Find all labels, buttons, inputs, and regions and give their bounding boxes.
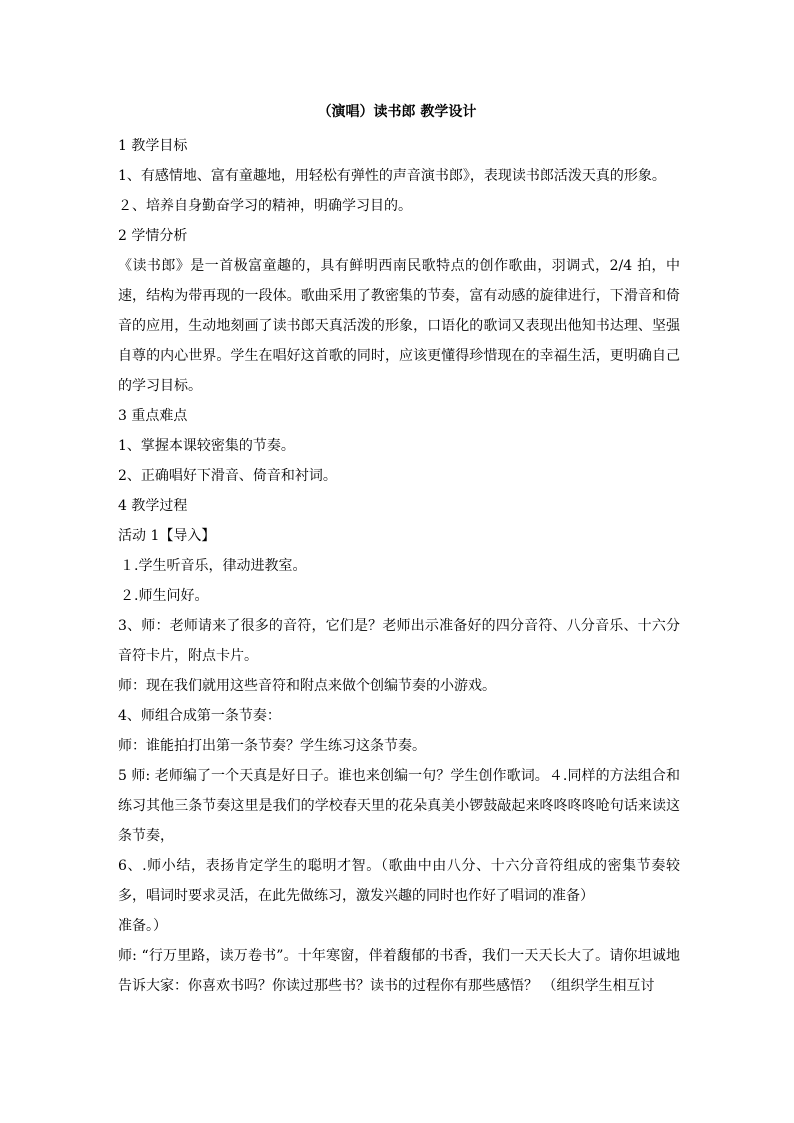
paragraph: 师: “行万里路，读万卷书”。十年寒窗，伴着馥郁的书香，我们一天天长大了。请你坦诚地告诉大家：你喜欢书吗？你读过那些书？读书的过程你有那些感悟？ （组织学生相互讨 — [118, 948, 680, 994]
section-heading-analysis: 2 学情分析 — [118, 228, 188, 244]
paragraph: １.学生听音乐，律动进教室。 — [120, 558, 307, 574]
paragraph: 3、师：老师请来了很多的音符，它们是？老师出示准备好的四分音符、八分音乐、十六分音符卡片，附点卡片。 — [118, 618, 680, 664]
paragraph: 1、掌握本课较密集的节奏。 — [118, 438, 295, 454]
document-body — [118, 131, 680, 1001]
paragraph: 6、.师小结，表扬肯定学生的聪明才智。（歌曲中由八分、十六分音符组成的密集节奏较多，唱词时要求灵活，在此先做练习，激发兴趣的同时也作好了唱词的准备） — [118, 858, 680, 904]
paragraph: 师：现在我们就用这些音符和附点来做个创编节奏的小游戏。 — [118, 678, 496, 694]
paragraph: ２.师生问好。 — [120, 588, 209, 604]
paragraph: 5 师: 老师编了一个天真是好日子。谁也来创编一句？学生创作歌词。４.同样的方法组合和练习其他三条节奏这里是我们的学校春天里的花朵真美小锣鼓敲起来咚咚咚咚呛句话来读这条节奏， — [118, 768, 680, 844]
paragraph: 《读书郎》是一首极富童趣的，具有鲜明西南民歌特点的创作歌曲，羽调式，2/4 拍，中速，结构为带再现的一段体。歌曲采用了教密集的节奏，富有动感的旋律进行，下滑音和倚音的应用，生动地刻画了读书郎天真活泼的形象，口语化的歌词又表现出他知书达理、坚强自尊的内心世界。学生在唱好这首歌的同时，应该更懂得珍惜现在的幸福生活，更明确自己的学习目标。 — [118, 258, 680, 394]
section-heading-process: 4 教学过程 — [118, 498, 188, 514]
paragraph: ２、培养自身勤奋学习的精神，明确学习目的。 — [118, 198, 412, 214]
paragraph: 2、正确唱好下滑音、倚音和衬词。 — [118, 468, 337, 484]
paragraph: 4、师组合成第一条节奏： — [118, 708, 281, 724]
section-heading-goals: 1 教学目标 — [118, 138, 188, 154]
paragraph: 师：谁能拍打出第一条节奏？学生练习这条节奏。 — [118, 738, 426, 754]
section-heading-key-points: 3 重点难点 — [118, 408, 188, 424]
document-title: （演唱）读书郎 教学设计 — [317, 104, 477, 120]
activity-heading: 活动 1【导入】 — [118, 528, 216, 544]
paragraph: 1、有感情地、富有童趣地，用轻松有弹性的声音演书郎》，表现读书郎活泼天真的形象。 — [118, 168, 666, 184]
paragraph: 准备。） — [118, 918, 167, 934]
